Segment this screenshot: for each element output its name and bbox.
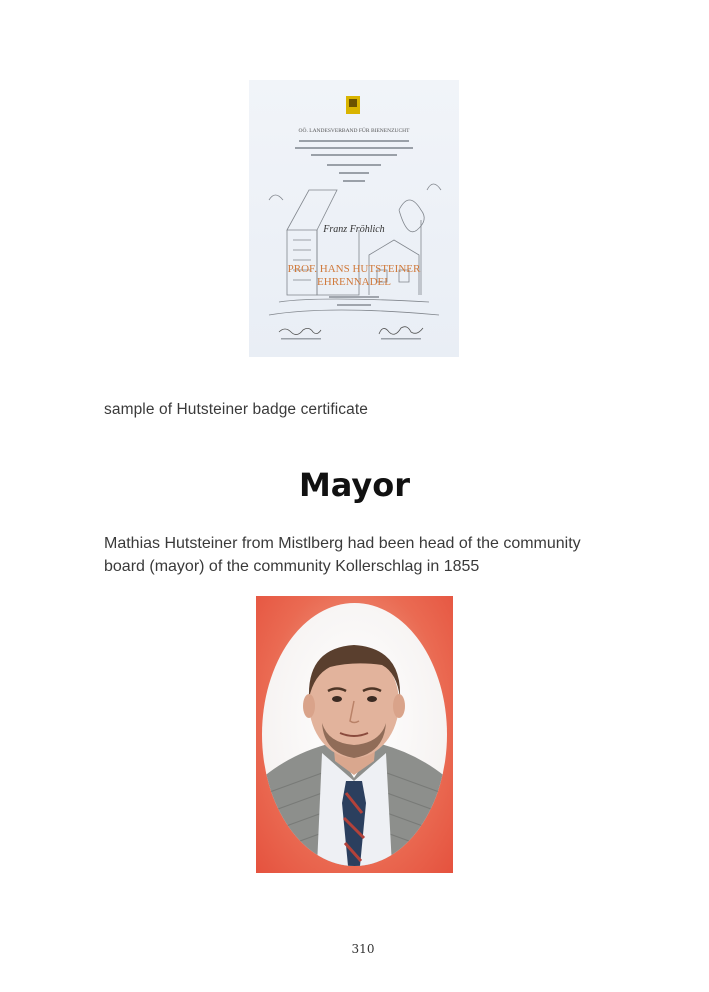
page-number: 310 (351, 942, 375, 956)
certificate-illustration (269, 184, 441, 315)
certificate-signatures (279, 327, 423, 335)
certificate-image (249, 80, 459, 357)
certificate-award-title: PROF. HANS HUTSTEINER (287, 263, 421, 275)
certificate-award-subtitle: EHRENNADEL (317, 276, 391, 288)
mayor-portrait-photo (256, 596, 453, 873)
certificate-recipient-name: Franz Fröhlich (323, 224, 385, 235)
certificate-org-line: OÖ. LANDESVERBAND FÜR BIENENZUCHT (298, 128, 410, 134)
certificate-caption: sample of Hutsteiner badge certificate (104, 401, 368, 418)
body-paragraph: Mathias Hutsteiner from Mistlberg had been head of the community board (mayor) of the community Kollerschlag in 1855 (104, 535, 581, 575)
portrait-oval-frame (262, 603, 447, 866)
section-heading: Mayor (298, 466, 411, 504)
